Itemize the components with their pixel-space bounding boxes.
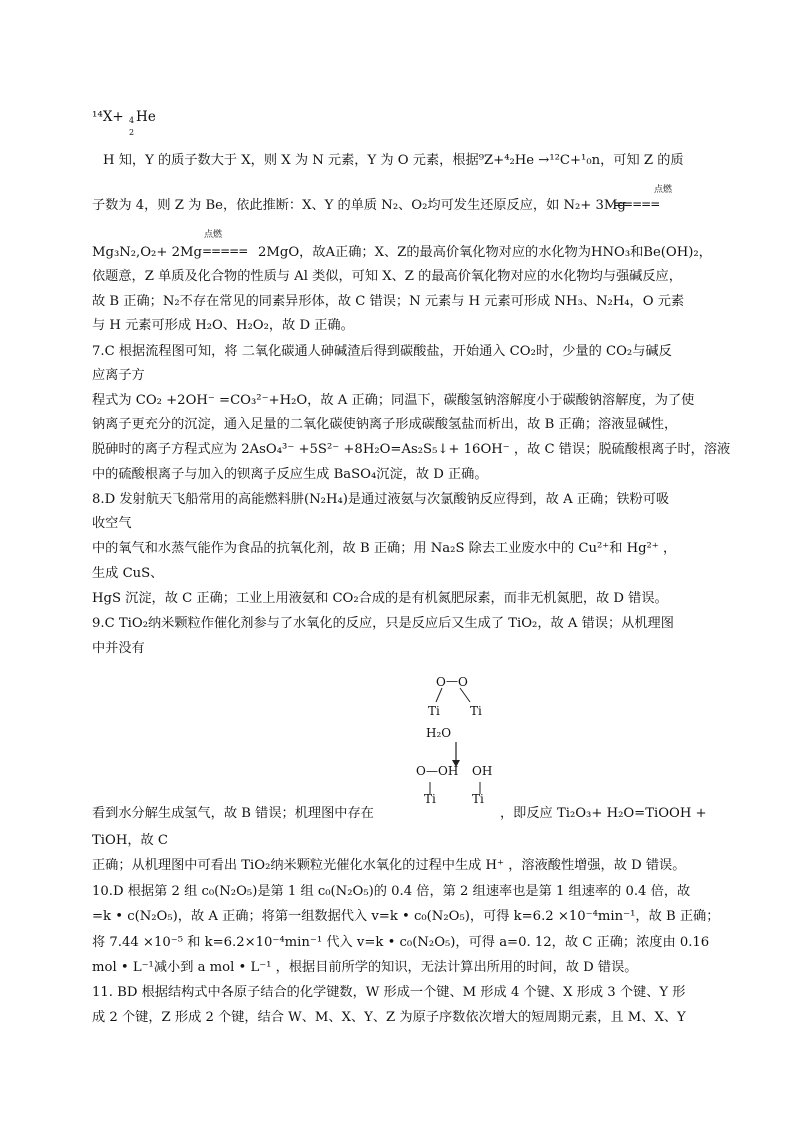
text-line-4: 依题意，Z 单质及化合物的性质与 Al 类似，可知 X、Z 的最高价氧化物对应的水化物均与强碱反应， [92, 269, 682, 284]
text-line-20b: ，即反应 Ti₂O₃+ H₂O=TiOOH + [500, 806, 707, 821]
text-line-10: 钠离子更充分的沉淀，通入足量的二氧化碳使钠离子形成碳酸氢盐而析出，故 B 正确；溶液显碱性， [92, 417, 678, 432]
text-line-27: 11. BD 根据结构式中各原子结合的化学键数，W 形成一个键、M 形成 4 个键、X 形成 3 个键、Y 形 [92, 985, 686, 1000]
titanium-atom: Ti [428, 704, 440, 718]
text-line-7: 7.C 根据流程图可知，将 二氧化碳通人砷碱渣后得到碳酸盐，开始通入 CO₂时，少量的 CO₂与碱反 [92, 344, 672, 359]
hydroxyl-group: OH [472, 764, 493, 778]
text-line-26: mol • L⁻¹减小到 a mol • L⁻¹ ，根据目前所学的知识，无法计算出所用的时间，故 D 错误。 [92, 960, 638, 975]
text-line-3b: 2MgO，故A正确；X、Z的最高价氧化物对应的水化物为HNO₃和Be(OH)₂， [258, 245, 712, 260]
text-line-16: 生成 CuS、 [92, 566, 164, 581]
text-line-23: 10.D 根据第 2 组 c₀(N₂O₅)是第 1 组 c₀(N₂O₅)的 0.4 倍，第 2 组速率也是第 1 组速率的 0.4 倍，故 [92, 884, 691, 899]
bond-line [460, 688, 470, 702]
equals-sign-1: ===== [614, 197, 660, 211]
formula-sup: 4 [129, 116, 135, 125]
text-line-18: 9.C TiO₂纳米颗粒作催化剂参与了水氧化的反应，只是反应后又生成了 TiO₂，故 A 错误；从机理图 [92, 616, 674, 631]
condition-label-2: 点燃 [204, 230, 223, 240]
titanium-atom: Ti [424, 792, 436, 806]
text-line-13: 8.D 发射航天飞船常用的高能燃料肼(N₂H₄)是通过液氨与次氯酸钠反应得到，故 A 正确；铁粉可吸 [92, 492, 670, 507]
text-line-25: 将 7.44 ×10⁻⁵ 和 k=6.2×10⁻⁴min⁻¹ 代入 v=k • c₀(N₂O₅)，可得 a=0. 12，故 C 正确；浓度由 0.16 [92, 935, 710, 950]
oxygen-atom: O [416, 764, 426, 778]
text-line-12: 中的硫酸根离子与加入的钡离子反应生成 BaSO₄沉淀，故 D 正确。 [92, 467, 488, 482]
text-line-1: H 知，Y 的质子数大于 X，则 X 为 N 元素，Y 为 O 元素，根据⁹Z+⁴₂He →¹²C+¹₀n，可知 Z 的质 [103, 153, 684, 168]
text-line-3a: Mg₃N₂,O₂+ 2Mg [92, 245, 202, 260]
oxygen-atom: O [436, 675, 446, 689]
text-line-9: 程式为 CO₂ +2OH⁻ =CO₃²⁻+H₂O，故 A 正确；同温下，碳酸氢钠溶解度小于碳酸钠溶解度，为了使 [92, 393, 695, 408]
text-line-2: 子数为 4，则 Z 为 Be，依此推断：X、Y 的单质 N₂、O₂均可发生还原反应，如 N₂+ 3Mg [92, 198, 626, 213]
text-line-8: 应离子方 [92, 368, 145, 383]
text-line-5: 故 B 正确；N₂不存在常见的同素异形体，故 C 错误；N 元素与 H 元素可形成 NH₃、N₂H₄，O 元素 [92, 294, 685, 309]
formula-base: ¹⁴X+ [92, 109, 124, 125]
text-line-6: 与 H 元素可形成 H₂O、H₂O₂，故 D 正确。 [92, 318, 354, 333]
peroxo-bond: — [446, 674, 458, 688]
water-reagent: H₂O [426, 726, 452, 740]
titanium-atom: Ti [472, 792, 484, 806]
bond-line [436, 688, 442, 702]
condition-label-1: 点燃 [654, 185, 673, 195]
text-line-17: HgS 沉淀，故 C 正确；工业上用液氨和 CO₂合成的是有机氮肥尿素，而非无机氮肥，故 D 错误。 [92, 591, 668, 606]
mechanism-diagram [412, 672, 506, 804]
text-line-14: 收空气 [92, 516, 132, 531]
formula-sub: 2 [129, 128, 135, 137]
titanium-atom: Ti [470, 704, 482, 718]
header-formula [92, 108, 156, 137]
text-line-19: 中并没有 [92, 641, 145, 656]
text-line-22: 正确；从机理图中可看出 TiO₂纳米颗粒光催化水氧化的过程中生成 H⁺ ，溶液酸性增强，故 D 错误。 [92, 858, 686, 873]
text-line-20a: 看到水分解生成氢气，故 B 错误；机理图中存在 [92, 806, 374, 821]
text-line-15: 中的氧气和水蒸气能作为食品的抗氧化剂，故 B 正确；用 Na₂S 除去工业废水中的 Cu²⁺和 Hg²⁺ ， [92, 541, 677, 556]
hydroxyl-group: —OH [426, 764, 459, 778]
oxygen-atom: O [458, 675, 468, 689]
equals-sign-2: ===== [202, 244, 248, 258]
text-line-11: 脱砷时的离子方程式应为 2AsO₄³⁻ +5S²⁻ +8H₂O=As₂S₅↓+ 16OH⁻ ，故 C 错误；脱硫酸根离子时，溶液 [92, 442, 731, 457]
text-line-24: =k • c(N₂O₅)，故 A 正确；将第一组数据代入 v=k • c₀(N₂O₅)，可得 k=6.2 ×10⁻⁴min⁻¹，故 B 正确； [92, 909, 720, 924]
formula-element: He [136, 109, 156, 125]
text-line-28: 成 2 个键，Z 形成 2 个键，结合 W、M、X、Y、Z 为原子序数依次增大的短周期元素，且 M、X、Y [92, 1010, 686, 1025]
text-line-21: TiOH，故 C [92, 833, 168, 848]
